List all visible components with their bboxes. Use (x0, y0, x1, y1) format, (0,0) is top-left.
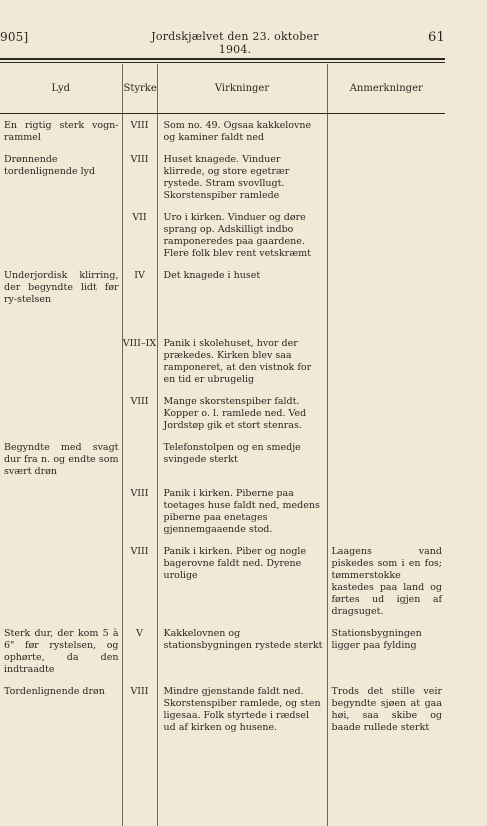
cell-anmerkninger (327, 332, 445, 390)
cell-lyd (0, 390, 122, 436)
table-row (0, 622, 445, 680)
cell-anmerkninger: Stationsbygningen ligger paa fylding (327, 622, 445, 680)
cell-virkninger: Panik i skolehuset, hvor der prækedes. Kirken blev saa ramponeret, at den vistnok for en tid er ubrugelig (157, 332, 327, 390)
cell-virkninger: Kakkelovnen og stationsbygningen rystede sterkt (157, 622, 327, 680)
cell-virkninger: Det knagede i huset (157, 264, 327, 332)
cell-virkninger: Som no. 49. Ogsaa kakkelovne og kaminer faldt ned (157, 114, 327, 149)
cell-styrke: VIII (122, 148, 157, 206)
cell-filler (122, 738, 157, 826)
cell-styrke: VIII (122, 114, 157, 149)
cell-styrke: V (122, 622, 157, 680)
cell-lyd: Begyndte med svagt dur fra n. og endte som svært drøn (4, 442, 119, 477)
cell-virkninger: Mindre gjenstande faldt ned. Skorstenspiber ramlede, og sten ligesaa. Folk styrtede i rædsel ud af kirken og husene. (157, 680, 327, 738)
cell-virkninger: Huset knagede. Vinduer klirrede, og store egetrær rystede. Stram svovllugt. Skorstenspiber ramlede (157, 148, 327, 206)
table-row (0, 390, 445, 436)
cell-anmerkninger (327, 114, 445, 149)
cell-styrke: VIII–IX (122, 332, 157, 390)
cell-lyd (0, 206, 122, 264)
cell-lyd (0, 482, 122, 540)
cell-anmerkninger (327, 148, 445, 206)
header-rule-top (0, 58, 445, 60)
table-row (0, 148, 445, 206)
cell-styrke: VIII (122, 482, 157, 540)
cell-styrke (122, 436, 157, 482)
running-head-title: Jordskjælvet den 23. oktober 1904. (151, 30, 319, 56)
earthquake-report-table (0, 64, 445, 826)
cell-virkninger: Uro i kirken. Vinduer og døre sprang op. Adskilligt indbo ramponeredes paa gaardene. Flere folk blev rent vetskræmt (157, 206, 327, 264)
running-head-year: 905] (0, 30, 29, 44)
cell-lyd: Underjordisk klirring, der begyndte lidt før ry-stelsen (4, 270, 119, 305)
table-row (0, 114, 445, 149)
cell-lyd (0, 540, 122, 622)
cell-anmerkninger (327, 390, 445, 436)
cell-lyd: En rigtig sterk vogn-rammel (4, 120, 119, 143)
page-header (0, 30, 487, 56)
cell-lyd: Tordenlignende drøn (4, 686, 105, 697)
column-header-styrke: Styrke (122, 64, 157, 114)
column-header-anmerkninger: Anmerkninger (327, 64, 445, 114)
table-row (0, 436, 445, 482)
table-filler-row (0, 738, 445, 826)
table-row (0, 482, 445, 540)
cell-virkninger: Panik i kirken. Piber og nogle bagerovne faldt ned. Dyrene urolige (157, 540, 327, 622)
cell-filler (327, 738, 445, 826)
cell-styrke: VII (122, 206, 157, 264)
cell-anmerkninger (327, 482, 445, 540)
table-row (0, 332, 445, 390)
cell-styrke: VIII (122, 390, 157, 436)
cell-virkninger: Mange skorstenspiber faldt. Kopper o. l. ramlede ned. Ved Jordstøp gik et stort stenras. (157, 390, 327, 436)
table-row (0, 264, 445, 332)
cell-filler (0, 738, 122, 826)
cell-anmerkninger (327, 206, 445, 264)
cell-filler (157, 738, 327, 826)
cell-anmerkninger (327, 264, 445, 332)
cell-lyd: Sterk dur, der kom 5 à 6" før rystelsen, og ophørte, da den indtraadte (4, 628, 119, 675)
cell-lyd: Drønnende tordenlignende lyd (4, 154, 96, 177)
cell-virkninger: Panik i kirken. Piberne paa toetages huse faldt ned, medens piberne paa enetages gjennemgaaende stod. (157, 482, 327, 540)
cell-styrke: VIII (122, 540, 157, 622)
cell-styrke: VIII (122, 680, 157, 738)
header-rule-bottom (0, 62, 445, 63)
cell-anmerkninger: Trods det stille veir begyndte sjøen at gaa høi, saa skibe og baade rullede sterkt (327, 680, 445, 738)
cell-virkninger: Telefonstolpen og en smedje svingede sterkt (157, 436, 327, 482)
cell-anmerkninger (327, 436, 445, 482)
table-row (0, 680, 445, 738)
column-header-lyd: Lyd (0, 64, 122, 114)
table-row (0, 206, 445, 264)
cell-lyd (0, 332, 122, 390)
cell-styrke: IV (122, 264, 157, 332)
cell-anmerkninger: Laagens vand piskedes som i en fos; tømmerstokke kastedes paa land og førtes ud igjen af dragsuget. (327, 540, 445, 622)
table-header-row (0, 64, 445, 114)
table-row (0, 540, 445, 622)
page-number: 61 (428, 30, 445, 45)
column-header-virkninger: Virkninger (157, 64, 327, 114)
